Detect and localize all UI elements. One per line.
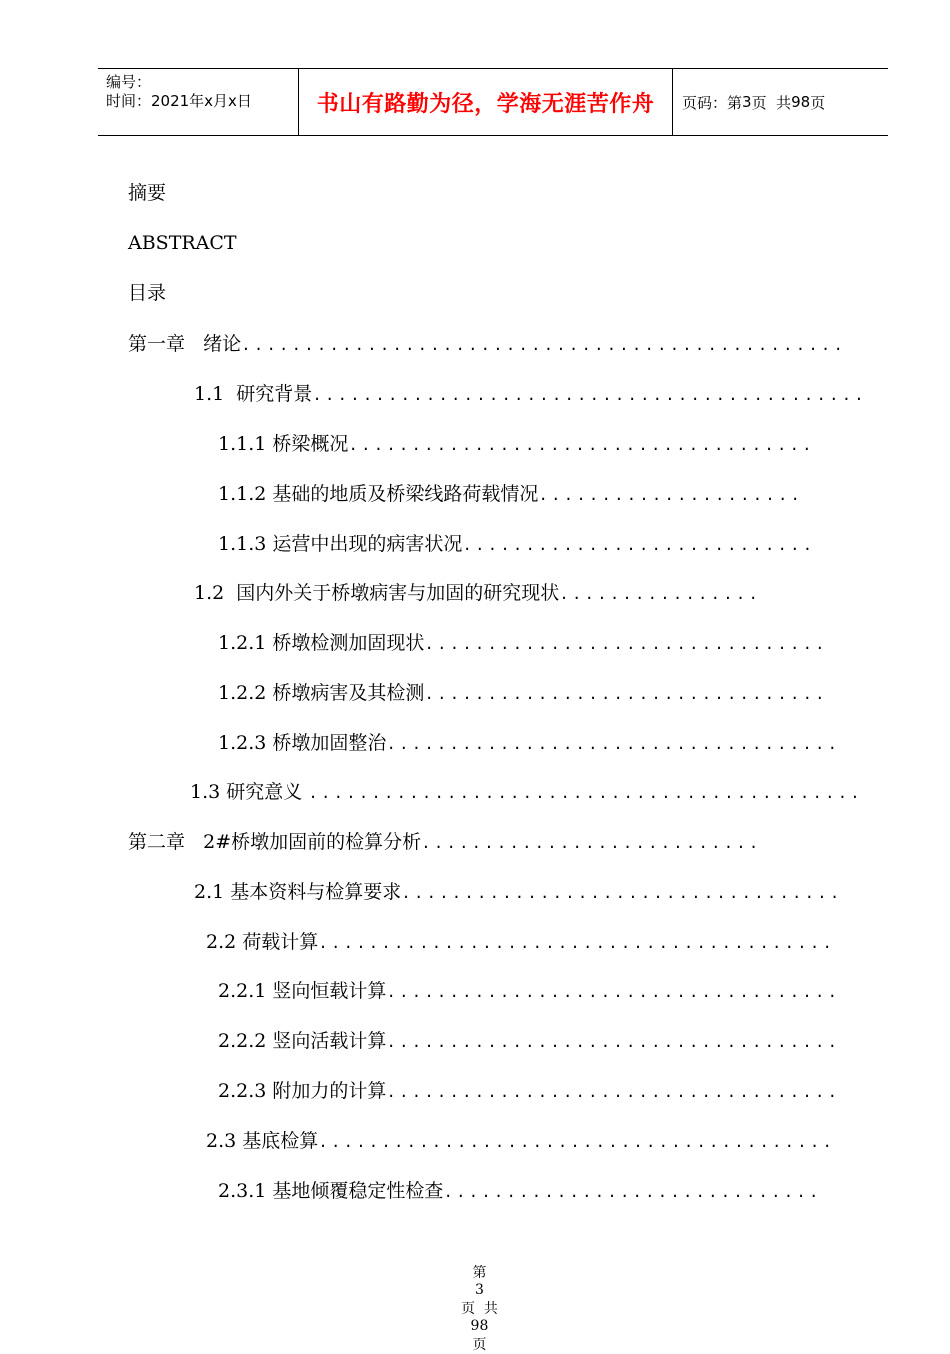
toc-entry[interactable]	[206, 1129, 835, 1153]
toc-entry-text: 1.2.2 桥墩病害及其检测	[218, 682, 425, 704]
toc-entry-text: 2.3.1 基地倾覆稳定性检查	[218, 1180, 444, 1202]
toc-leader-dots: ....................................	[386, 984, 841, 1002]
footer-prefix: 第	[472, 1265, 487, 1281]
toc-entry[interactable]	[128, 231, 237, 255]
toc-entry-text: 2.2.1 竖向恒载计算	[218, 980, 387, 1002]
toc-entry-text: 1.3 研究意义	[190, 781, 309, 803]
toc-entry[interactable]	[194, 581, 761, 605]
toc-leader-dots: ............................................	[308, 785, 863, 803]
toc-entry[interactable]	[194, 382, 867, 406]
toc-entry-text: 2.1 基本资料与检算要求	[194, 881, 402, 903]
toc-entry[interactable]	[218, 1079, 840, 1103]
toc-leader-dots: ............................	[462, 537, 816, 555]
toc-entry[interactable]	[218, 681, 828, 705]
footer-suffix: 页	[472, 1337, 487, 1353]
toc-entry[interactable]	[190, 780, 863, 804]
page-total: 98	[791, 93, 811, 111]
toc-entry-text: 第二章 2#桥墩加固前的检算分析	[128, 831, 422, 853]
toc-entry-text: 2.2 荷载计算	[206, 931, 319, 953]
toc-entry-text: 2.2.2 竖向活载计算	[218, 1030, 387, 1052]
toc-entry-text: 2.2.3 附加力的计算	[218, 1080, 387, 1102]
toc-entry[interactable]	[218, 631, 828, 655]
motto-text: 书山有路勤为径，学海无涯苦作舟	[316, 91, 655, 117]
page-footer	[0, 1246, 950, 1354]
toc-entry-text: 1.1.1 桥梁概况	[218, 433, 349, 455]
toc-entry-text: 目录	[128, 282, 167, 304]
toc-leader-dots: .........................................	[318, 1134, 835, 1152]
toc-leader-dots: ....................................	[386, 736, 841, 754]
footer-total: 98	[470, 1318, 489, 1334]
toc-leader-dots: ............................................	[312, 387, 867, 405]
page-mid: 页 共	[751, 93, 792, 112]
toc-leader-dots: ....................................	[386, 1034, 841, 1052]
toc-entry-text: 1.1 研究背景	[194, 383, 313, 405]
toc-entry-text: 2.3 基底检算	[206, 1130, 319, 1152]
page-suffix: 页	[810, 93, 826, 112]
toc-leader-dots: ................	[559, 586, 761, 604]
toc-leader-dots: ................................	[424, 686, 828, 704]
toc-entry[interactable]	[128, 281, 166, 305]
toc-entry[interactable]	[128, 332, 846, 356]
toc-entry[interactable]	[128, 181, 166, 205]
toc-entry[interactable]	[218, 731, 840, 755]
toc-leader-dots: ....................................	[386, 1084, 841, 1102]
toc-entry-text: 1.2 国内外关于桥墩病害与加固的研究现状	[194, 582, 560, 604]
toc-leader-dots: .........................................	[318, 935, 835, 953]
toc-entry[interactable]	[218, 1179, 821, 1203]
footer-mid: 页 共	[461, 1301, 498, 1317]
document-number-label: 编号：	[106, 73, 152, 91]
toc-entry-text: 第一章 绪论	[128, 333, 242, 355]
toc-leader-dots: .....................	[538, 487, 804, 505]
footer-current: 3	[474, 1282, 484, 1298]
toc-entry-text: 1.2.3 桥墩加固整治	[218, 732, 387, 754]
toc-leader-dots: ...................................	[401, 885, 843, 903]
toc-entry[interactable]	[218, 532, 815, 556]
toc-entry-text: ABSTRACT	[128, 232, 237, 254]
toc-entry[interactable]	[218, 1029, 840, 1053]
toc-leader-dots: ................................	[424, 636, 828, 654]
toc-entry[interactable]	[206, 930, 835, 954]
toc-entry[interactable]	[218, 482, 803, 506]
toc-entry-text: 1.2.1 桥墩检测加固现状	[218, 632, 425, 654]
document-time-label: 时间：2021年x月x日	[106, 92, 252, 110]
page-prefix: 页码：第	[682, 93, 743, 112]
toc-entry-text: 1.1.2 基础的地质及桥梁线路荷载情况	[218, 483, 539, 505]
toc-entry-text: 摘要	[128, 182, 167, 204]
toc-entry[interactable]	[218, 979, 840, 1003]
toc-entry[interactable]	[218, 432, 815, 456]
toc-leader-dots: .....................................	[348, 437, 815, 455]
toc-entry[interactable]	[128, 830, 761, 854]
toc-leader-dots: ................................................	[241, 337, 846, 355]
toc-leader-dots: ...........................	[421, 835, 762, 853]
toc-entry[interactable]	[194, 880, 842, 904]
toc-leader-dots: ..............................	[443, 1184, 822, 1202]
toc-entry-text: 1.1.3 运营中出现的病害状况	[218, 533, 463, 555]
page-current: 3	[742, 93, 752, 111]
